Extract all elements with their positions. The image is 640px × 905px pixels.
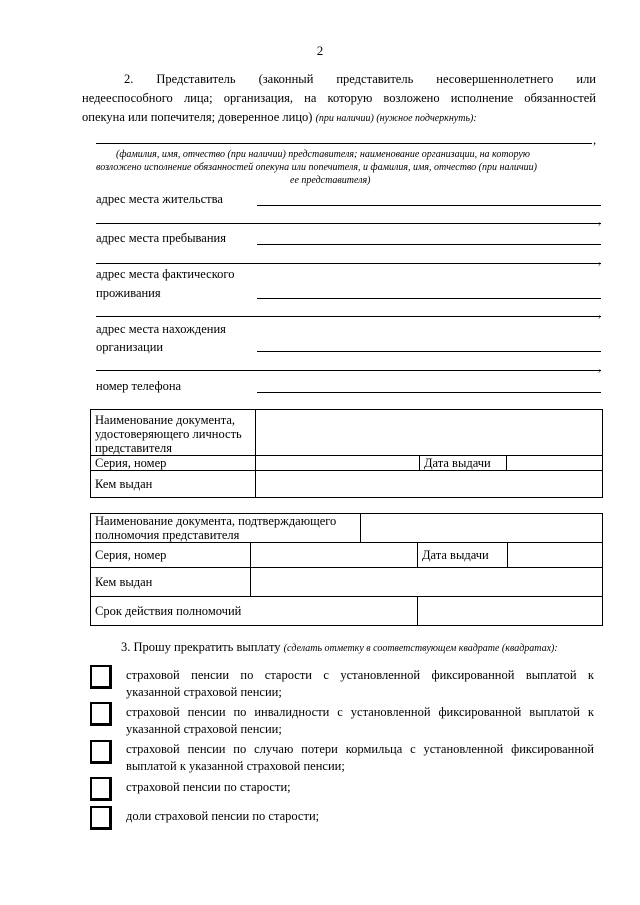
id-series-value[interactable] xyxy=(256,456,420,471)
authority-series-value[interactable] xyxy=(251,543,418,568)
option-line: указанной страховой пенсии; xyxy=(126,685,282,699)
residence-comma: , xyxy=(598,213,602,227)
caption-line1: (фамилия, имя, отчество (при наличии) представителя; наименование организации, на которую xyxy=(116,149,530,160)
line-comma: , xyxy=(593,133,597,147)
checkbox-disability-with-fixed[interactable] xyxy=(90,702,112,726)
option-line: страховой пенсии по случаю потери кормильца с установленной фиксированной xyxy=(126,742,594,756)
section2-para-line3-note: (при наличии) (нужное подчеркнуть): xyxy=(315,113,477,124)
section3-heading-note: (сделать отметку в соответствующем квадрате (квадратах): xyxy=(283,643,558,654)
phone-input-line[interactable] xyxy=(257,392,601,393)
id-document-table xyxy=(90,409,603,498)
authority-issue-date-value[interactable] xyxy=(508,543,603,568)
option-line: доли страховой пенсии по старости; xyxy=(126,809,320,823)
section2-para-line2: недееспособного лица; организация, на которую возложено исполнение обязанностей xyxy=(82,91,596,105)
caption-line2: возложено исполнение обязанностей опекуна или попечителя, и фамилия, имя, отчество (при наличии) xyxy=(96,162,537,173)
page-number: 2 xyxy=(316,43,324,58)
option-line: страховой пенсии по инвалидности с установленной фиксированной выплатой к xyxy=(126,705,594,719)
option-old-age-share xyxy=(126,808,594,825)
authority-validity-label: Срок действия полномочий xyxy=(91,597,418,626)
option-disability-with-fixed xyxy=(126,704,594,738)
stay-comma: , xyxy=(598,253,602,267)
org-address-input-line2[interactable] xyxy=(96,370,601,371)
residence-input-line[interactable] xyxy=(257,205,601,206)
authority-validity-value[interactable] xyxy=(418,597,603,626)
authority-series-label: Серия, номер xyxy=(91,543,251,568)
actual-residence-comma: , xyxy=(598,306,602,320)
stay-input-line[interactable] xyxy=(257,244,601,245)
section2-para-line3-main: опекуна или попечителя; доверенное лицо) xyxy=(82,110,313,124)
option-line: страховой пенсии по старости с установленной фиксированной выплатой к xyxy=(126,668,594,682)
id-doc-name-line2: удостоверяющего личность xyxy=(95,426,242,441)
option-line: страховой пенсии по старости; xyxy=(126,780,291,794)
authority-document-table xyxy=(90,513,603,626)
label-actual-residence-2: проживания xyxy=(96,286,161,300)
label-stay: адрес места пребывания xyxy=(96,231,226,245)
label-actual-residence-1: адрес места фактического xyxy=(96,267,235,281)
option-survivor-with-fixed xyxy=(126,741,594,775)
section2-para-line3 xyxy=(82,108,596,128)
org-address-input-line[interactable] xyxy=(257,351,601,352)
section3-heading xyxy=(121,638,601,658)
id-series-label: Серия, номер xyxy=(91,456,256,471)
checkbox-old-age-with-fixed[interactable] xyxy=(90,665,112,689)
id-issue-date-label: Дата выдачи xyxy=(420,456,507,471)
id-doc-name-value[interactable] xyxy=(256,410,603,456)
section3-heading-main: 3. Прошу прекратить выплату xyxy=(121,640,281,654)
authority-doc-name-label xyxy=(91,514,361,543)
id-issued-by-value[interactable] xyxy=(256,471,603,498)
id-issue-date-value[interactable] xyxy=(507,456,603,471)
option-old-age-with-fixed xyxy=(126,667,594,701)
checkbox-old-age[interactable] xyxy=(90,777,112,801)
label-org-address-1: адрес места нахождения xyxy=(96,322,226,336)
authority-doc-name-value[interactable] xyxy=(361,514,603,543)
actual-residence-input-line[interactable] xyxy=(257,298,601,299)
label-org-address-2: организации xyxy=(96,340,164,354)
label-phone: номер телефона xyxy=(96,379,182,393)
option-line: указанной страховой пенсии; xyxy=(126,722,282,736)
actual-residence-input-line2[interactable] xyxy=(96,316,601,317)
authority-issued-by-label: Кем выдан xyxy=(91,568,251,597)
caption-line3: ее представителя) xyxy=(290,175,371,186)
option-line: выплатой к указанной страховой пенсии; xyxy=(126,759,345,773)
id-issued-by-label: Кем выдан xyxy=(91,471,256,498)
org-address-comma: , xyxy=(598,360,602,374)
section2-para-line1: 2. Представитель (законный представитель несовершеннолетнего или xyxy=(124,72,596,86)
authority-issue-date-label: Дата выдачи xyxy=(418,543,508,568)
authority-issued-by-value[interactable] xyxy=(251,568,603,597)
authority-doc-name-line2: полномочия представителя xyxy=(95,528,240,542)
id-doc-name-line1: Наименование документа, xyxy=(95,412,236,427)
checkbox-old-age-share[interactable] xyxy=(90,806,112,830)
residence-input-line2[interactable] xyxy=(96,223,601,224)
option-old-age xyxy=(126,779,594,796)
id-doc-name-line3: представителя xyxy=(95,440,172,455)
representative-name-line[interactable] xyxy=(96,143,592,144)
label-residence: адрес места жительства xyxy=(96,192,223,206)
id-doc-name-label xyxy=(91,410,256,456)
authority-doc-name-line1: Наименование документа, подтверждающего xyxy=(95,514,337,528)
stay-input-line2[interactable] xyxy=(96,263,601,264)
checkbox-survivor-with-fixed[interactable] xyxy=(90,740,112,764)
